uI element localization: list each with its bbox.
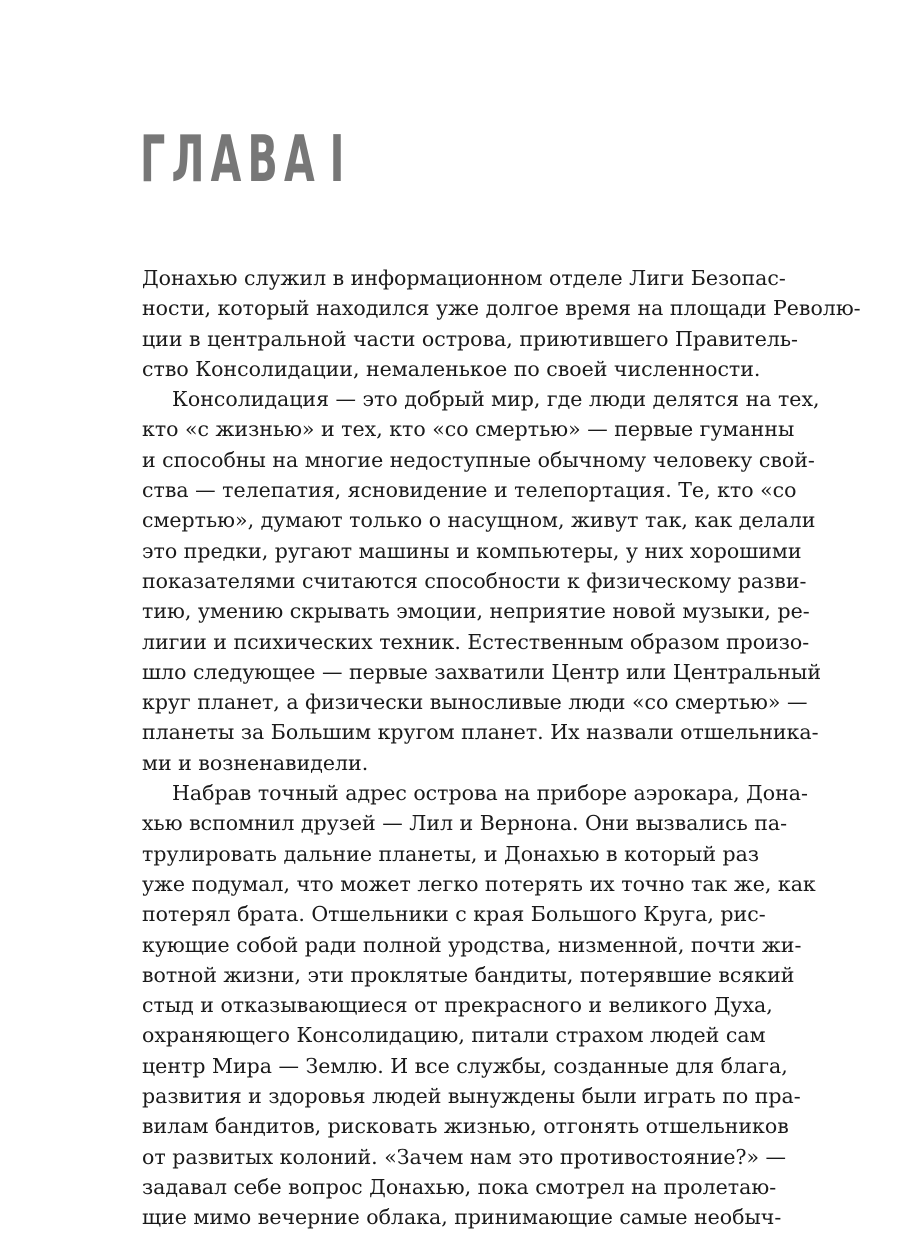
text-line: и способны на многие недоступные обычному человеку свой- (142, 447, 815, 472)
text-line: смертью», думают только о насущном, живут так, как делали (142, 508, 816, 533)
text-line: Консолидация — это добрый мир, где люди делятся на тех, (172, 387, 820, 412)
text-line: кующие собой ради полной уродства, низменной, почти жи- (142, 932, 802, 957)
text-line: вотной жизни, эти проклятые бандиты, потерявшие всякий (142, 962, 795, 987)
text-line: стыд и отказывающиеся от прекрасного и великого Духа, (142, 993, 773, 1018)
text-line: это предки, ругают машины и компьютеры, у них хорошими (142, 538, 802, 563)
text-line: Донахью служил в информационном отделе Лиги Безопас- (142, 266, 786, 290)
text-line: кто «с жизнью» и тех, кто «со смертью» — первые гуманны (142, 417, 795, 442)
text-line: ство Консолидации, немаленькое по своей численности. (142, 356, 761, 381)
text-line: трулировать дальние планеты, и Донахью в который раз (142, 841, 760, 866)
text-line: задавал себе вопрос Донахью, пока смотрел на пролетаю- (142, 1174, 777, 1199)
text-line: щие мимо вечерние облака, принимающие самые необыч- (142, 1205, 782, 1230)
text-line: ности, который находился уже долгое время на площади Револю- (142, 296, 861, 321)
text-line: охраняющего Консолидацию, питали страхом людей сам (142, 1023, 766, 1048)
text-line: вилам бандитов, рисковать жизнью, отгонять отшельников (142, 1114, 789, 1139)
chapter-number: I (329, 123, 351, 197)
chapter-body-text (142, 263, 861, 1233)
chapter-label: ГЛАВА (140, 123, 321, 197)
text-line: развития и здоровья людей вынуждены были играть по пра- (142, 1084, 801, 1109)
text-line: хью вспомнил друзей — Лил и Вернона. Они вызвались па- (142, 811, 788, 836)
text-line: центр Мира — Землю. И все службы, созданные для блага, (142, 1053, 788, 1078)
text-line: круг планет, а физически выносливые люди «со смертью» — (142, 690, 808, 715)
text-line: шло следующее — первые захватили Центр или Центральный (142, 659, 822, 684)
chapter-heading (140, 123, 351, 197)
text-line: потерял брата. Отшельники с края Большого Круга, рис- (142, 902, 766, 927)
text-line: уже подумал, что может легко потерять их точно так же, как (142, 871, 816, 896)
text-line: ства — телепатия, ясновидение и телепортация. Те, кто «со (142, 478, 797, 503)
text-line: от развитых колоний. «Зачем нам это противостояние?» — (142, 1144, 787, 1169)
text-line: лигии и психических техник. Естественным образом произо- (142, 629, 810, 654)
text-line: показателями считаются способности к физическому разви- (142, 568, 807, 593)
text-line: Набрав точный адрес острова на приборе аэрокара, Дона- (172, 781, 808, 806)
text-line: тию, умению скрывать эмоции, неприятие новой музыки, ре- (142, 599, 810, 624)
text-line: планеты за Большим кругом планет. Их назвали отшельника- (142, 720, 819, 745)
text-line: ми и возненавидели. (142, 750, 369, 775)
text-line: ции в центральной части острова, приютившего Правитель- (142, 326, 798, 351)
